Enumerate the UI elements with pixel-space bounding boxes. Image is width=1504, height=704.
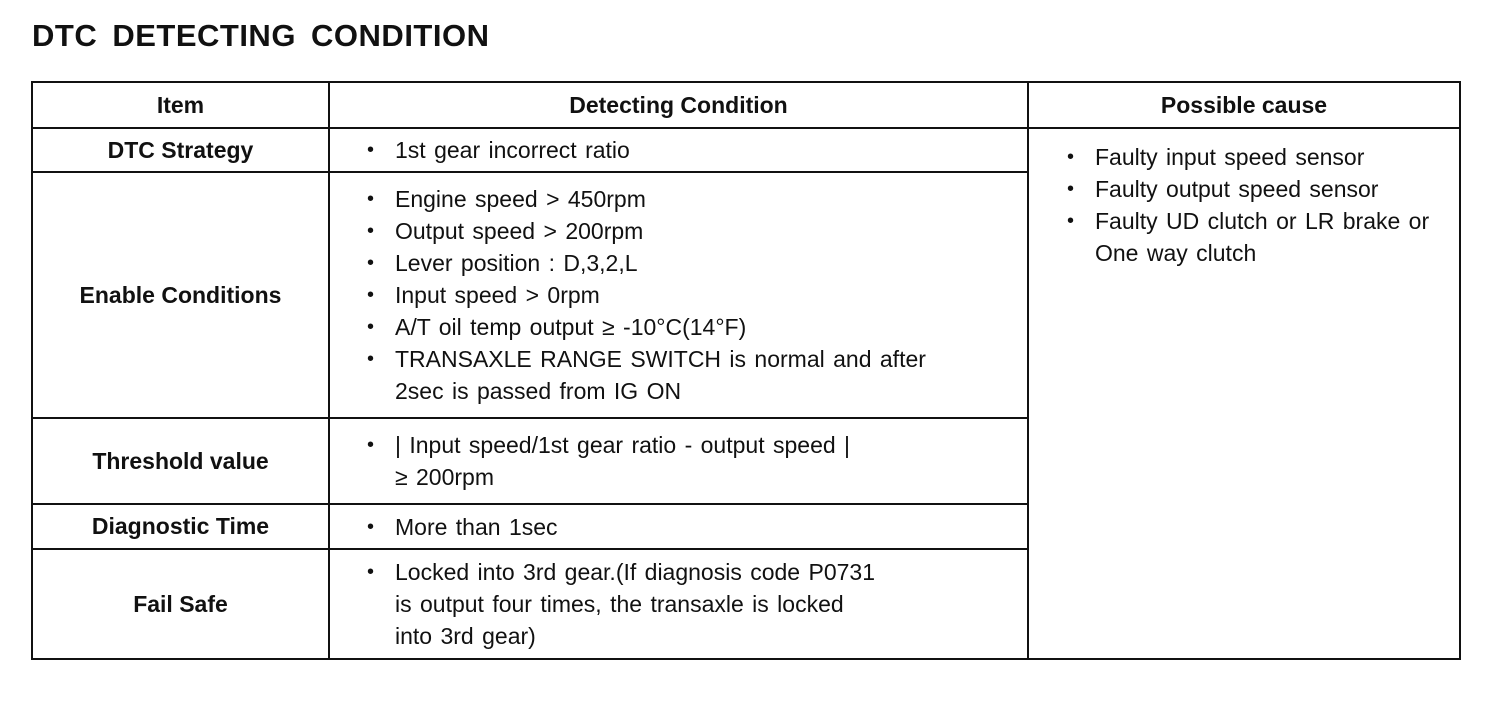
bullet-icon: • — [367, 220, 375, 242]
header-possible-cause: Possible cause — [1028, 82, 1460, 128]
bullet-icon: • — [1067, 178, 1075, 200]
row-conditions — [329, 418, 1028, 504]
bullet-icon: • — [367, 284, 375, 306]
condition-item — [366, 556, 886, 652]
condition-text: | Input speed/1st gear ratio - output speed | ≥ 200rpm — [395, 432, 851, 490]
condition-text: Input speed > 0rpm — [395, 282, 600, 308]
row-conditions — [329, 549, 1028, 659]
row-conditions — [329, 128, 1028, 172]
condition-item — [366, 247, 936, 279]
condition-text: Lever position : D,3,2,L — [395, 250, 638, 276]
condition-text: More than 1sec — [395, 513, 558, 540]
condition-item — [366, 134, 1027, 166]
condition-text: 1st gear incorrect ratio — [395, 137, 630, 163]
cause-text: Faulty input speed sensor — [1095, 144, 1365, 170]
condition-text: TRANSAXLE RANGE SWITCH is normal and after 2sec is passed from IG ON — [395, 346, 926, 404]
header-row — [32, 82, 1460, 128]
bullet-icon: • — [367, 561, 375, 583]
cause-text: Faulty output speed sensor — [1095, 176, 1379, 202]
bullet-icon: • — [367, 348, 375, 370]
header-item: Item — [32, 82, 329, 128]
condition-item — [366, 215, 936, 247]
condition-text: Output speed > 200rpm — [395, 218, 644, 244]
row-conditions — [329, 172, 1028, 418]
condition-item — [366, 429, 856, 493]
condition-text: Engine speed > 450rpm — [395, 186, 646, 212]
condition-item — [366, 279, 936, 311]
cause-item — [1066, 141, 1446, 173]
cause-item — [1066, 173, 1446, 205]
condition-item — [366, 511, 1027, 543]
condition-text: A/T oil temp output ≥ -10°C(14°F) — [395, 314, 747, 340]
row-conditions — [329, 504, 1028, 549]
possible-cause-cell — [1028, 128, 1460, 659]
bullet-icon: • — [1067, 146, 1075, 168]
bullet-icon: • — [367, 252, 375, 274]
condition-item — [366, 311, 936, 343]
row-item-label: DTC Strategy — [32, 128, 329, 172]
bullet-icon: • — [367, 515, 375, 538]
page-title: DTC DETECTING CONDITION — [32, 18, 490, 53]
bullet-icon: • — [367, 188, 375, 210]
cause-item — [1066, 205, 1446, 269]
bullet-icon: • — [1067, 210, 1075, 232]
condition-item — [366, 183, 936, 215]
row-item-label: Diagnostic Time — [32, 504, 329, 549]
header-detecting-condition: Detecting Condition — [329, 82, 1028, 128]
dtc-condition-table — [31, 81, 1461, 660]
bullet-icon: • — [367, 434, 375, 456]
bullet-icon: • — [367, 139, 375, 161]
row-item-label: Enable Conditions — [32, 172, 329, 418]
condition-item — [366, 343, 936, 407]
row-item-label: Fail Safe — [32, 549, 329, 659]
bullet-icon: • — [367, 316, 375, 338]
cause-text: Faulty UD clutch or LR brake or One way clutch — [1095, 208, 1430, 266]
condition-text: Locked into 3rd gear.(If diagnosis code P0731 is output four times, the transaxle is locked into 3rd gear) — [395, 559, 875, 649]
row-item-label: Threshold value — [32, 418, 329, 504]
table-row-dtc-strategy — [32, 128, 1460, 172]
